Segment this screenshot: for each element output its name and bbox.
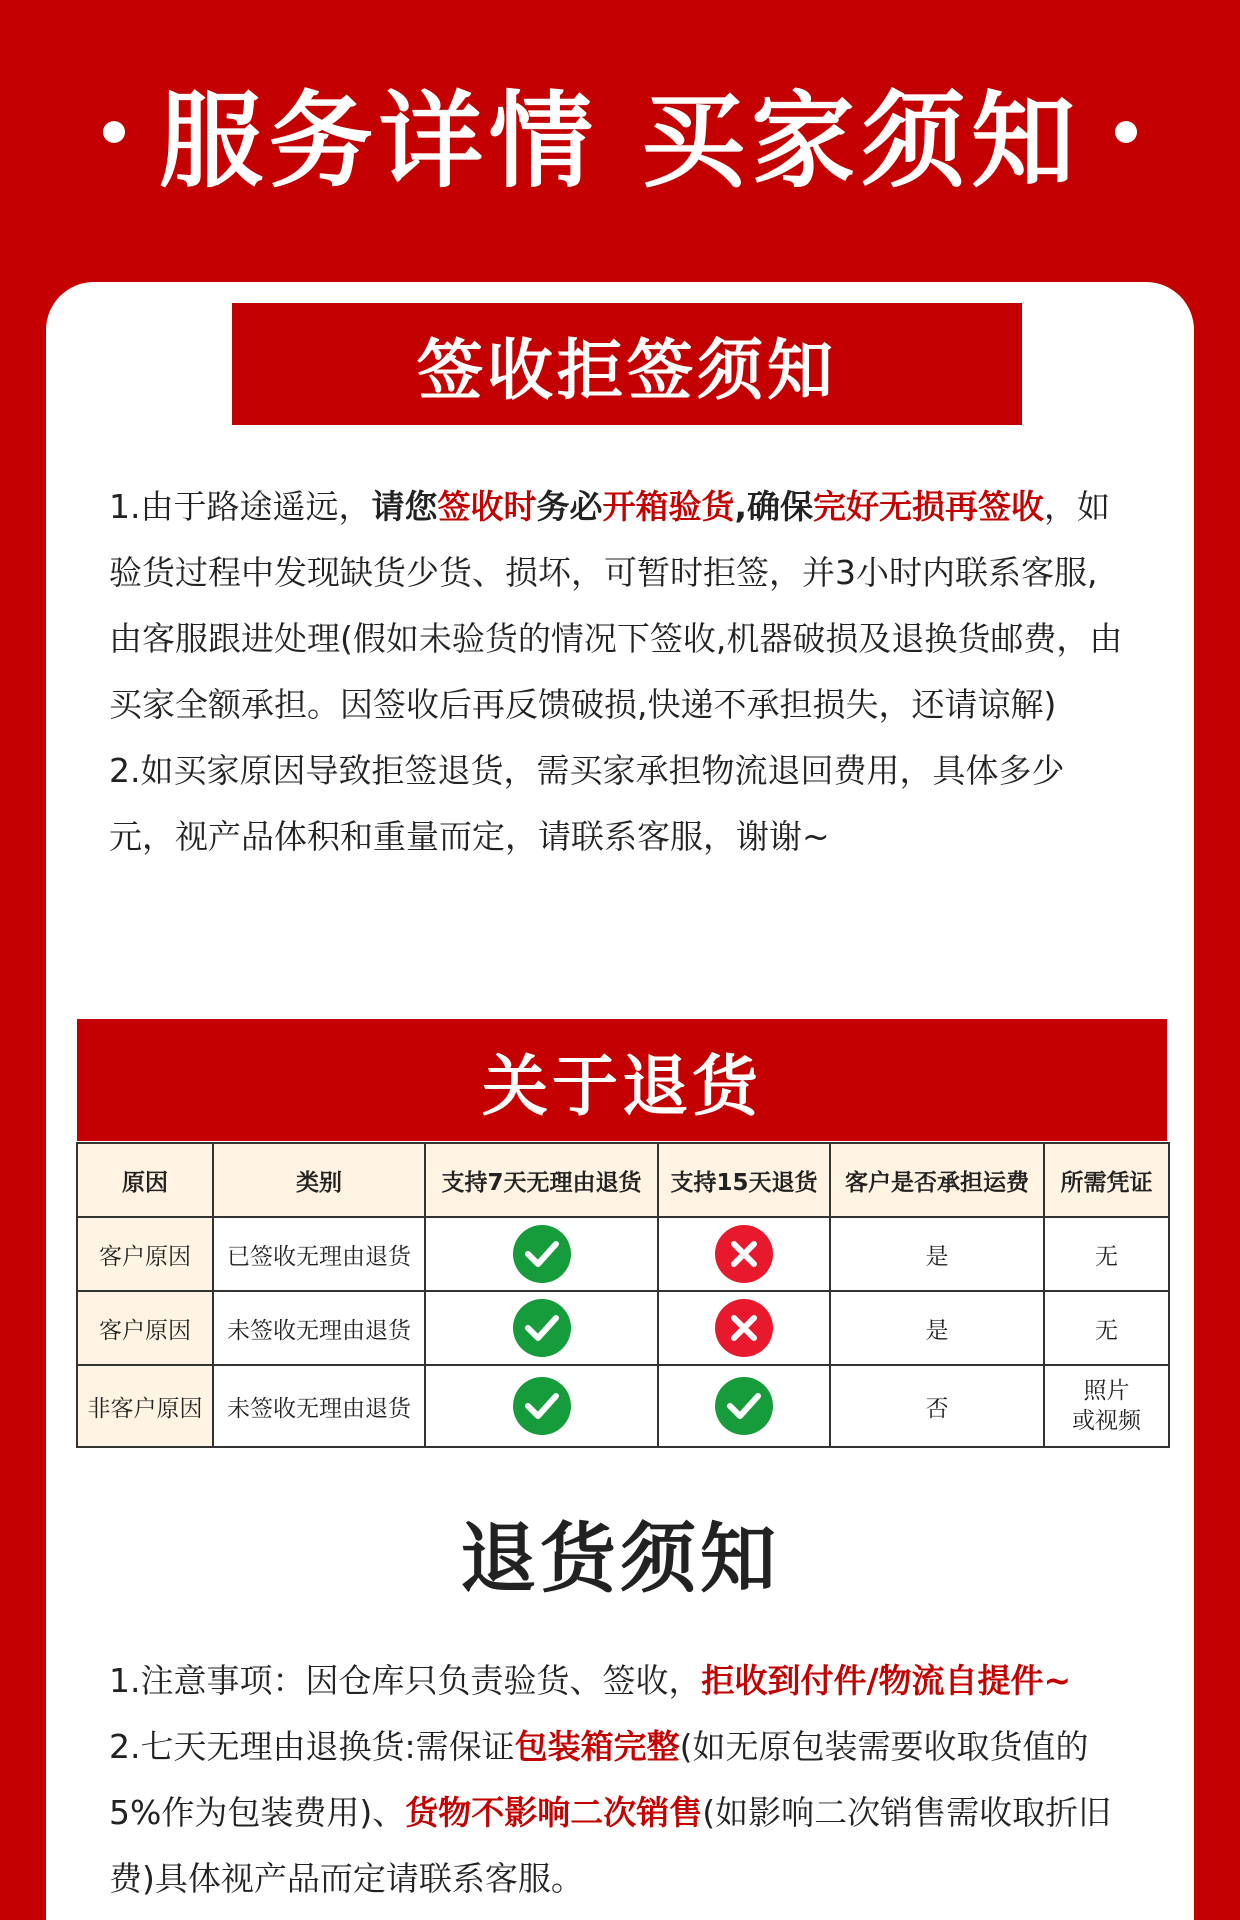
shipping-cell: 否 [830,1365,1044,1447]
check-icon [715,1377,773,1435]
page-header [0,62,1240,202]
bullet-dot-left [103,121,125,143]
text-run: 务必 [536,487,603,526]
notice-section-text [109,1648,1129,1912]
text-run: (如无原包装需要收取货值的5%作为包装费用)、 [109,1727,1089,1832]
header-cell: 所需凭证 [1044,1143,1169,1217]
proof-cell [1044,1365,1169,1447]
text-run: 请您 [371,487,438,526]
notice-section-title: 退货须知 [460,1514,780,1603]
text-run: 1.注意事项：因仓库只负责验货、签收， [109,1661,702,1700]
reason-cell: 客户原因 [77,1291,213,1365]
returns-table [76,1142,1170,1448]
highlight-text: 拒收到付件/物流自提件~ [701,1661,1072,1700]
highlight-text: 签收时 [437,487,537,526]
sign-section-text [109,474,1129,870]
check-icon [513,1225,571,1283]
returns-section-title: 关于退货 [482,1047,762,1125]
check-icon [513,1299,571,1357]
notice-item-1 [109,1648,1129,1714]
seven-day-cell [425,1291,658,1365]
table-row [77,1291,1169,1365]
header-cell: 支持15天退货 [658,1143,830,1217]
cross-icon [715,1225,773,1283]
text-run: ，如验货过程中发现缺货少货、损坏，可暂时拒签，并3小时内联系客服,由客服跟进处理(假如未验货的情况下签收,机器破损及退换货邮费，由买家全额承担。因签收后再反馈破损,快递不承担损失，还请谅解) [109,487,1123,724]
check-icon [513,1377,571,1435]
category-cell: 已签收无理由退货 [213,1217,425,1291]
highlight-text: 开箱验货 [602,487,735,526]
reason-cell: 客户原因 [77,1217,213,1291]
proof-cell: 无 [1044,1291,1169,1365]
reason-cell: 非客户原因 [77,1365,213,1447]
page-title: 服务详情 买家须知 [158,80,1082,202]
header-cell: 客户是否承担运费 [830,1143,1044,1217]
shipping-cell: 是 [830,1291,1044,1365]
fifteen-day-cell [658,1217,830,1291]
header-cell: 支持7天无理由退货 [425,1143,658,1217]
sign-paragraph-2: 2.如买家原因导致拒签退货，需买家承担物流退回费用，具体多少元，视产品体积和重量而定，请联系客服，谢谢~ [109,751,1065,856]
text-run: (如影响二次销售需收取折旧费)具体视产品而定请联系客服。 [109,1793,1112,1898]
sign-paragraph-1 [109,474,1129,738]
header-cell: 原因 [77,1143,213,1217]
highlight-text: 完好无损再签收 [813,487,1045,526]
text-run: 1.由于路途遥远， [109,487,372,526]
bullet-dot-right [1115,121,1137,143]
fifteen-day-cell [658,1365,830,1447]
returns-section-banner [77,1019,1167,1141]
proof-line: 照片 [1083,1378,1130,1404]
notice-item-2 [109,1714,1129,1912]
table-row [77,1365,1169,1447]
cross-icon [715,1299,773,1357]
category-cell: 未签收无理由退货 [213,1365,425,1447]
proof-line: 或视频 [1072,1408,1141,1434]
header-cell: 类别 [213,1143,425,1217]
proof-cell: 无 [1044,1217,1169,1291]
seven-day-cell [425,1217,658,1291]
fifteen-day-cell [658,1291,830,1365]
shipping-cell: 是 [830,1217,1044,1291]
sign-section-title: 签收拒签须知 [417,331,837,409]
highlight-text: 包装箱完整 [514,1727,680,1766]
text-run: 2.七天无理由退换货:需保证 [109,1727,515,1766]
seven-day-cell [425,1365,658,1447]
category-cell: 未签收无理由退货 [213,1291,425,1365]
sign-section-banner [232,303,1022,425]
content-card [46,282,1194,1920]
table-row [77,1217,1169,1291]
table-header-row [77,1143,1169,1217]
highlight-text: 货物不影响二次销售 [405,1793,703,1832]
text-run: ,确保 [734,487,814,526]
